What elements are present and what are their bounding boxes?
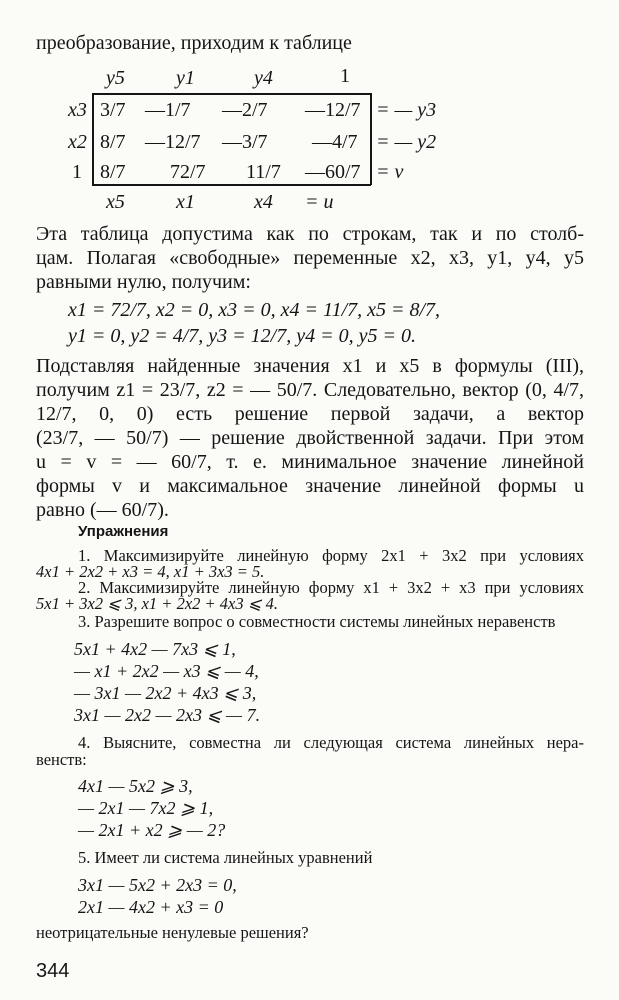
equation: 3x1 — 5x2 + 2x3 = 0, — [78, 875, 237, 895]
inequality: 4x1 — 5x2 ⩾ 3, — [78, 776, 193, 796]
col-footer: = u — [305, 191, 334, 213]
table-cell: —60/7 — [305, 161, 361, 183]
inequality: — 3x1 — 2x2 + 4x3 ⩽ 3, — [74, 683, 257, 703]
exercises-heading: Упражнения — [78, 523, 169, 540]
paragraph-line: (23/7, — 50/7) — решение двойственной задачи. При этом — [36, 427, 584, 449]
exercise-2-line: 5x1 + 3x2 ⩽ 3, x1 + 2x2 + 4x3 ⩽ 4. — [36, 594, 279, 613]
row-result: = — y2 — [376, 131, 437, 153]
inequality: 3x1 — 2x2 — 2x3 ⩽ — 7. — [74, 705, 261, 725]
row-result: = v — [376, 161, 404, 183]
row-result: = — y3 — [376, 99, 437, 121]
exercise-5-line: 5. Имеет ли система линейных уравнений — [78, 848, 373, 867]
table-cell: 72/7 — [170, 161, 206, 183]
paragraph-line: Эта таблица допустима как по строкам, так и по столб- — [36, 223, 584, 245]
inequality: — x1 + 2x2 — x3 ⩽ — 4, — [74, 661, 259, 681]
paragraph-line: цам. Полагая «свободные» переменные x2, x3, y1, y4, y5 — [36, 247, 584, 269]
col-header: 1 — [340, 65, 350, 87]
table-cell: 8/7 — [100, 161, 126, 183]
equation: 2x1 — 4x2 + x3 = 0 — [78, 897, 224, 917]
solution-line: x1 = 72/7, x2 = 0, x3 = 0, x4 = 11/7, x5 = 8/7, — [68, 299, 441, 321]
page-number: 344 — [36, 960, 70, 982]
table-cell: 11/7 — [246, 161, 281, 183]
col-header: y4 — [254, 67, 273, 89]
inequality: 5x1 + 4x2 — 7x3 ⩽ 1, — [74, 639, 236, 659]
col-header: y5 — [106, 67, 125, 89]
exercise-1-line: 4x1 + 2x2 + x3 = 4, x1 + 3x3 = 5. — [36, 562, 265, 581]
table-cell: —4/7 — [312, 131, 358, 153]
table-left-rule — [92, 93, 94, 185]
solution-line: y1 = 0, y2 = 4/7, y3 = 12/7, y4 = 0, y5 = 0. — [68, 325, 416, 347]
table-cell: —12/7 — [305, 99, 361, 121]
exercise-4-line: 4. Выясните, совместна ли следующая система линейных нера- — [78, 733, 584, 752]
row-label: x3 — [68, 99, 87, 121]
table-cell: 8/7 — [100, 131, 126, 153]
table-cell: —1/7 — [145, 99, 191, 121]
exercise-2-line: 2. Максимизируйте линейную форму x1 + 3x2 + x3 при условиях — [78, 578, 584, 597]
paragraph-line: формы v и максимальное значение линейной формы u — [36, 475, 584, 497]
paragraph-line: получим z1 = 23/7, z2 = — 50/7. Следовательно, вектор (0, 4/7, — [36, 379, 584, 401]
exercise-3-line: 3. Разрешите вопрос о совместности системы линейных неравенств — [78, 612, 556, 631]
table-right-rule — [370, 93, 372, 185]
row-label: 1 — [72, 161, 82, 183]
table-bottom-rule — [92, 184, 371, 186]
row-label: x2 — [68, 131, 87, 153]
col-footer: x1 — [176, 191, 195, 213]
inequality: — 2x1 + x2 ⩾ — 2? — [78, 820, 226, 840]
table-top-rule — [92, 93, 371, 95]
col-header: y1 — [176, 67, 195, 89]
paragraph-line: равными нулю, получим: — [36, 271, 251, 293]
exercise-1-line: 1. Максимизируйте линейную форму 2x1 + 3x2 при условиях — [78, 546, 584, 565]
paragraph-line: 12/7, 0, 0) есть решение первой задачи, а вектор — [36, 403, 584, 425]
exercise-5-line: неотрицательные ненулевые решения? — [36, 923, 309, 942]
col-footer: x5 — [106, 191, 125, 213]
paragraph-line: u = v = — 60/7, т. е. минимальное значение линейной — [36, 451, 584, 473]
table-cell: 3/7 — [100, 99, 126, 121]
paragraph-line: Подставляя найденные значения x1 и x5 в формулы (III), — [36, 355, 584, 377]
exercise-4-line: венств: — [36, 750, 87, 769]
table-cell: —3/7 — [222, 131, 268, 153]
intro-text: преобразование, приходим к таблице — [36, 32, 352, 54]
paragraph-line: равно (— 60/7). — [36, 499, 169, 521]
table-cell: —12/7 — [145, 131, 201, 153]
table-cell: —2/7 — [222, 99, 268, 121]
col-footer: x4 — [254, 191, 273, 213]
inequality: — 2x1 — 7x2 ⩾ 1, — [78, 798, 214, 818]
